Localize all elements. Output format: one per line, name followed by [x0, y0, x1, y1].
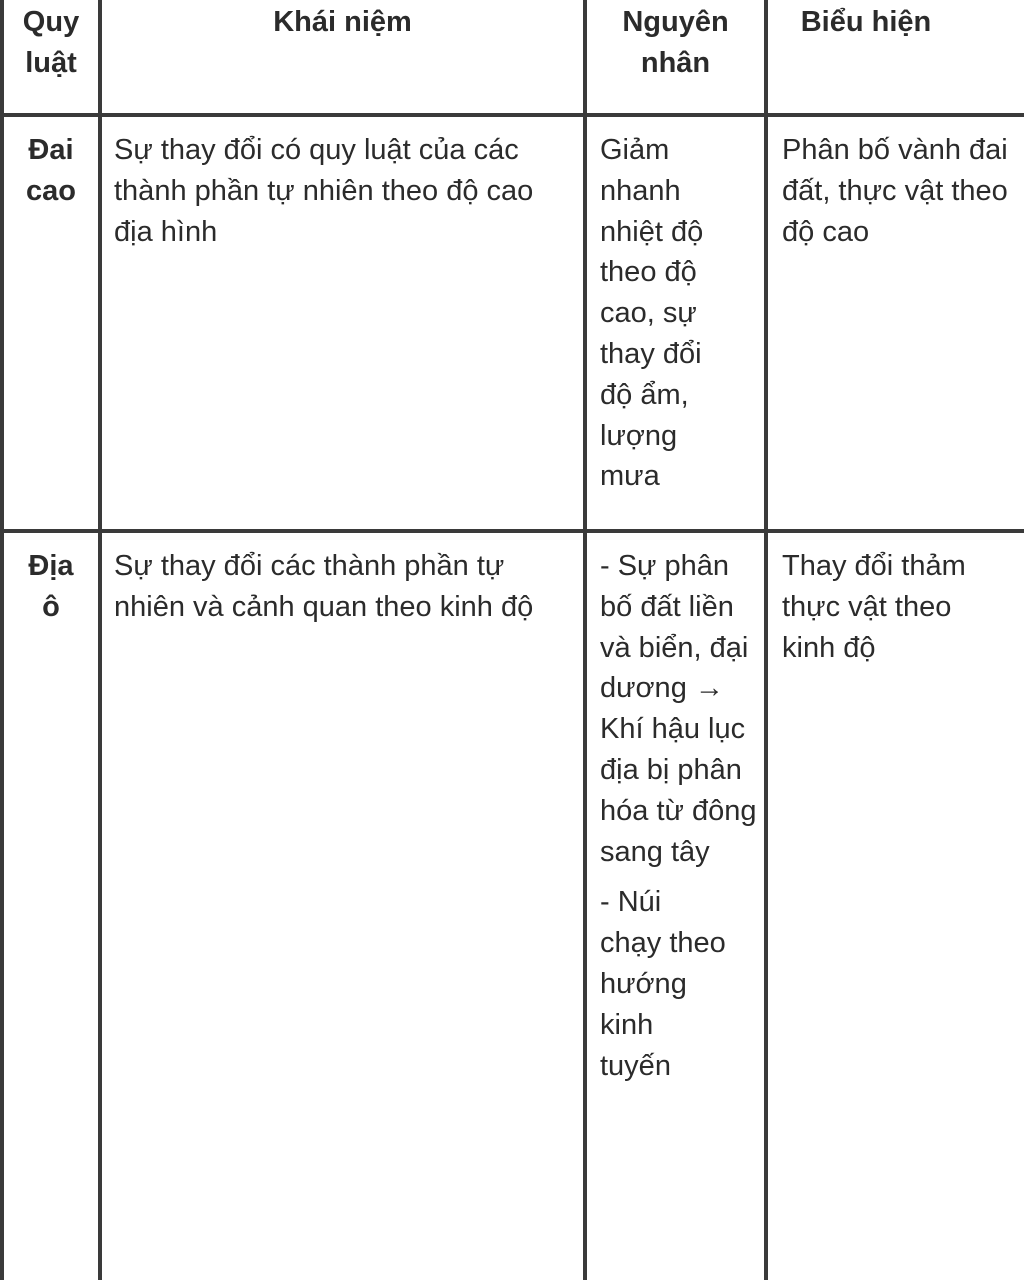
row-2-law-label: Địa ô — [28, 550, 74, 623]
header-manifestation-label: Biểu hiện — [800, 6, 932, 38]
header-concept-label: Khái niệm — [273, 6, 412, 38]
header-law-label: Quy luật — [22, 6, 80, 79]
column-divider-1 — [98, 0, 102, 1280]
table-row-1-causes — [600, 130, 758, 497]
row-2-cause-1-text: - Sự phân bố đất liền và biển, đại dương → Khí hậu lục địa bị phân hóa từ đông sang tây — [600, 550, 757, 868]
table-row-2-law — [4, 546, 98, 628]
row-2-manifestation-text: Thay đổi thảm thực vật theo kinh độ — [782, 550, 966, 664]
row-1-law-label: Đai cao — [26, 134, 76, 207]
row-2-cause-2-text: - Núi chạy theo hướng kinh tuyến — [600, 886, 726, 1082]
row-divider-1 — [0, 529, 1024, 533]
column-divider-2 — [583, 0, 587, 1280]
table-row-1-concept — [114, 130, 574, 252]
row-1-manifestation-text: Phân bố vành đai đất, thực vật theo độ cao — [782, 134, 1008, 248]
header-concept — [102, 2, 583, 43]
column-divider-3 — [764, 0, 768, 1280]
table-row-2-causes — [600, 546, 758, 1086]
row-divider-header — [0, 113, 1024, 117]
row-2-concept-text: Sự thay đổi các thành phần tự nhiên và cảnh quan theo kinh độ — [114, 550, 534, 623]
header-manifestation — [768, 2, 1024, 43]
row-1-concept-text: Sự thay đổi có quy luật của các thành phần tự nhiên theo độ cao địa hình — [114, 134, 534, 248]
header-causes — [587, 2, 764, 84]
header-law — [4, 2, 98, 84]
header-causes-label: Nguyên nhân — [622, 6, 729, 79]
table-row-2-concept — [114, 546, 569, 628]
table-row-1-law — [4, 130, 98, 212]
table-row-1-manifestation — [782, 130, 1024, 252]
row-1-cause-text: Giảm nhanh nhiệt độ theo độ cao, sự thay đổi độ ẩm, lượng mưa — [600, 134, 704, 493]
table-row-2-manifestation — [782, 546, 1012, 668]
